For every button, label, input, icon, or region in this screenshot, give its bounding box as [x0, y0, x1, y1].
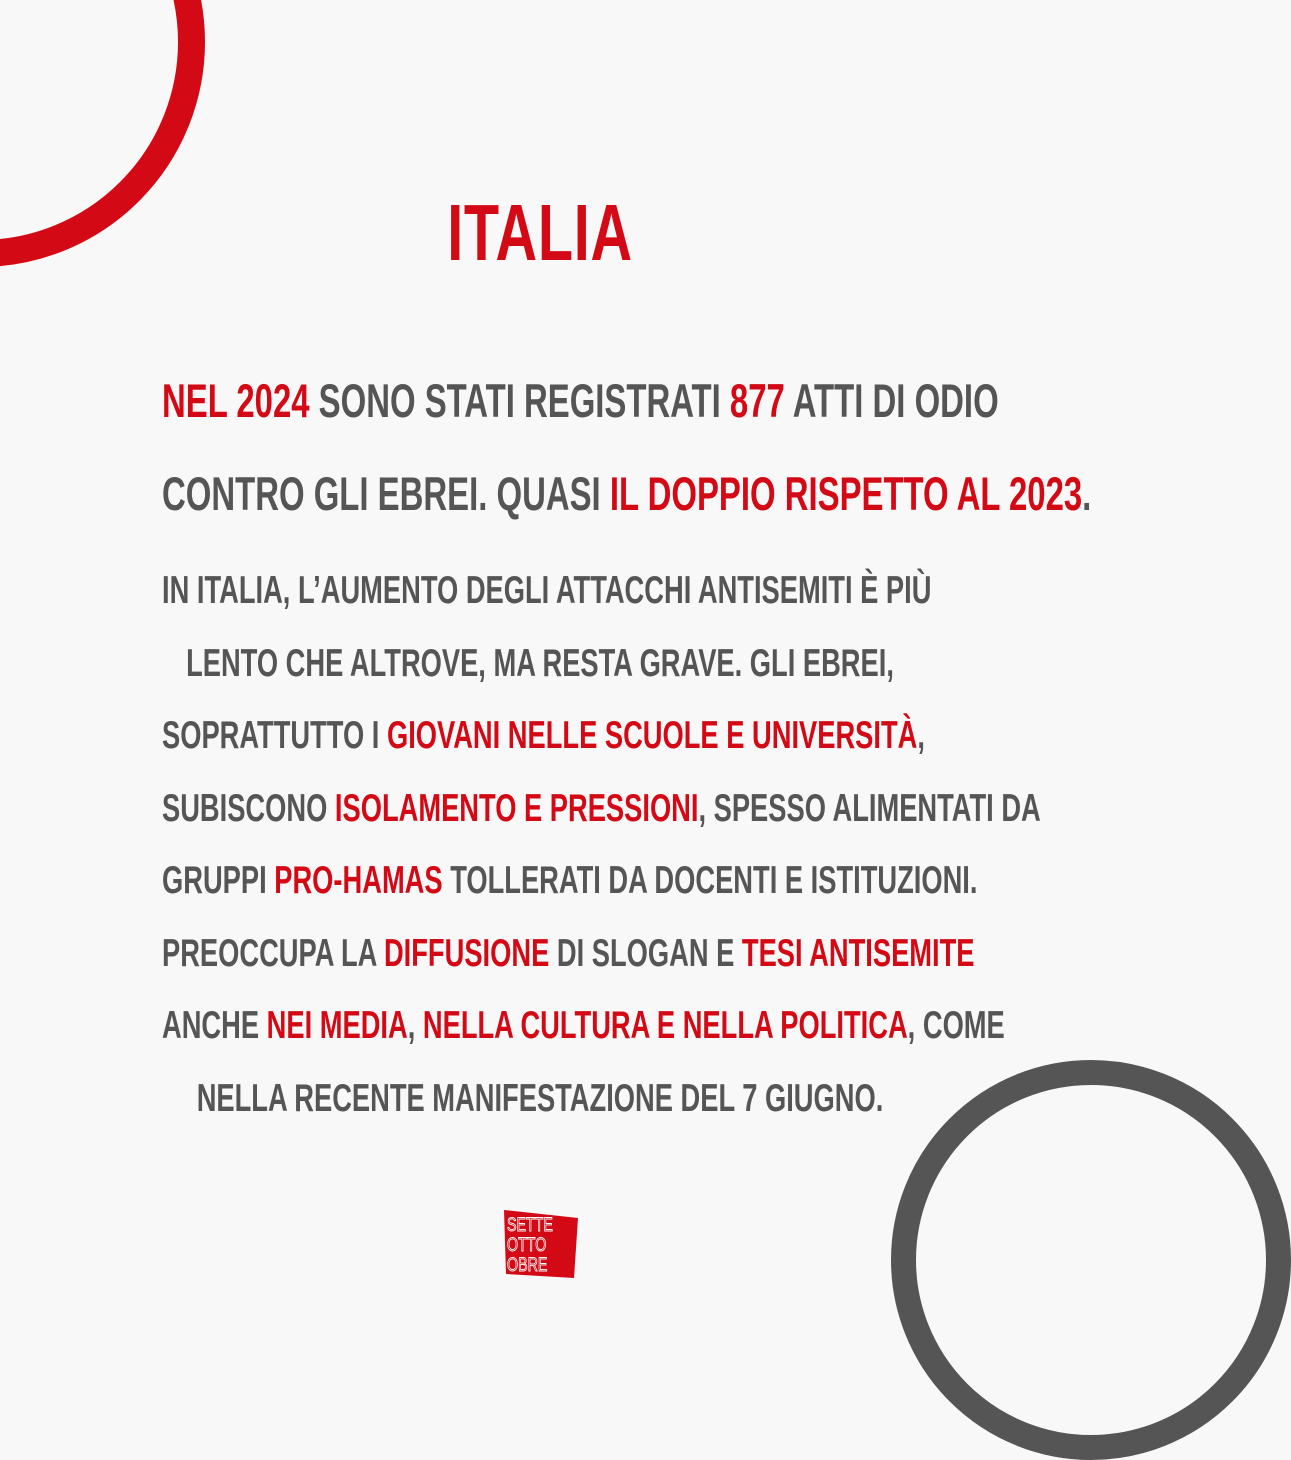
body-highlight: ISOLAMENTO E PRESSIONI: [334, 786, 699, 830]
lead-line-1: [162, 354, 999, 447]
body-text: TOLLERATI DA DOCENTI E ISTITUZIONI.: [442, 859, 978, 902]
brand-logo: [504, 1210, 578, 1278]
body-text: SUBISCONO: [162, 786, 335, 830]
body-paragraph: [0, 555, 1080, 1135]
lead-highlight-comparison: IL DOPPIO RISPETTO AL 2023: [609, 467, 1083, 520]
lead-paragraph: [0, 354, 1092, 540]
lead-highlight-year: NEL 2024: [162, 374, 310, 427]
body-text: , SPESSO ALIMENTATI DA: [698, 786, 1041, 830]
lead-highlight-count: 877: [729, 374, 785, 427]
body-text: , COME: [907, 1004, 1005, 1047]
body-highlight: GIOVANI NELLE SCUOLE E UNIVERSITÀ: [386, 714, 918, 757]
body-highlight: NEI MEDIA: [266, 1004, 408, 1047]
body-text: ,: [407, 1004, 423, 1047]
page-title: ITALIA: [447, 188, 633, 277]
body-text: DI SLOGAN E: [549, 931, 742, 975]
body-text: ,: [917, 714, 925, 757]
body-text: ANCHE: [162, 1004, 267, 1047]
logo-text-row-3: OBRE: [507, 1254, 548, 1276]
lead-text: .: [1082, 467, 1092, 520]
body-highlight: PRO-HAMAS: [274, 859, 443, 902]
lead-text: ATTI DI ODIO: [784, 374, 999, 427]
body-text: SOPRATTUTTO I: [162, 714, 387, 757]
logo-text-row-2: OTTO: [507, 1234, 547, 1256]
lead-line-2: [162, 447, 1092, 540]
logo-text-row-1: SETTE: [507, 1214, 553, 1236]
body-line-3: [162, 700, 925, 773]
body-line-6: [162, 918, 975, 991]
body-line-4: [162, 773, 1041, 846]
body-highlight: TESI ANTISEMITE: [741, 931, 975, 975]
body-line-1: IN ITALIA, L’AUMENTO DEGLI ATTACCHI ANTISEMITI È PIÙ: [162, 569, 932, 612]
body-text: PREOCCUPA LA: [162, 931, 384, 975]
body-line-7: [162, 990, 1005, 1063]
body-highlight: NELLA CULTURA E NELLA POLITICA: [422, 1004, 908, 1047]
body-line-2: LENTO CHE ALTROVE, MA RESTA GRAVE. GLI EBREI,: [186, 641, 894, 685]
body-line-8: NELLA RECENTE MANIFESTAZIONE DEL 7 GIUGNO.: [196, 1076, 884, 1120]
body-text: GRUPPI: [162, 859, 275, 902]
lead-text: CONTRO GLI EBREI. QUASI: [162, 467, 610, 520]
lead-text: SONO STATI REGISTRATI: [309, 374, 730, 427]
body-highlight: DIFFUSIONE: [383, 931, 550, 975]
body-line-5: [162, 845, 978, 918]
